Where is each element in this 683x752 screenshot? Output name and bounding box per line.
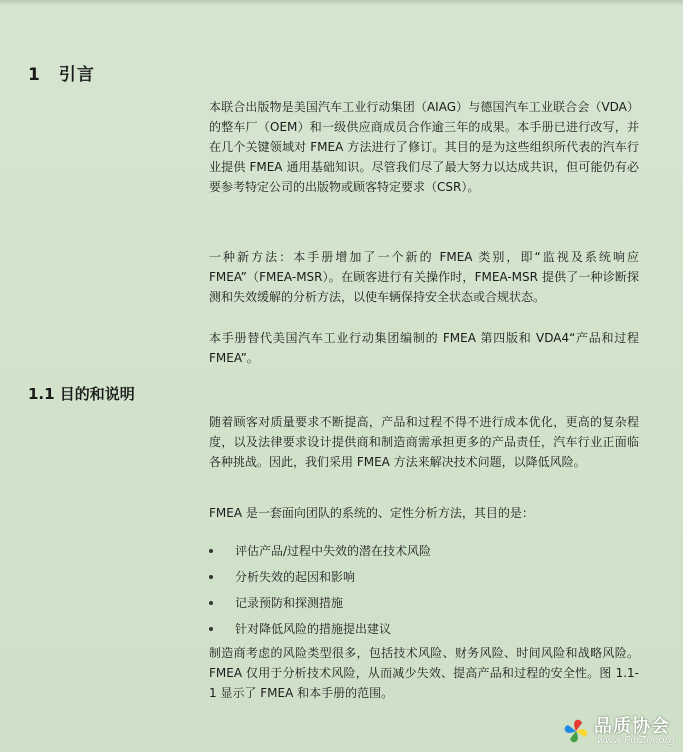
list-item (209, 590, 431, 616)
watermark-name: 品质协会 (594, 716, 670, 737)
pinwheel-logo-icon (560, 715, 592, 747)
watermark-url: www.PinZhi.org (597, 735, 675, 746)
intro-paragraph-3: 本手册替代美国汽车工业行动集团编制的 FMEA 第四版和 VDA4“产品和过程 FMEA”。 (209, 331, 639, 365)
section-heading (28, 60, 95, 85)
intro-paragraph-2: 一种新方法：本手册增加了一个新的 FMEA 类别，即“监视及系统响应 FMEA”（FMEA-MSR）。在顾客进行有关操作时，FMEA-MSR 提供了一种诊断探测和失效缓解的分析方法，以使车辆保持安全状态或合规状态。 (209, 250, 639, 304)
bullet-icon (209, 627, 213, 631)
list-item-text: 评估产品/过程中失效的潜在技术风险 (235, 544, 432, 558)
bullet-icon (209, 575, 213, 579)
intro-paragraph-1: 本联合出版物是美国汽车工业行动集团（AIAG）与德国汽车工业联合会（VDA）的整车厂（OEM）和一级供应商成员合作逾三年的成果。本手册已进行改写，并在几个关键领域对 FMEA 方法进行了修订。其目的是为这些组织所代表的汽车行业提供 FMEA 通用基础知识。尽管我们尽了最大努力以达成共识，但可能仍有必要参考特定公司的出版物或顾客特定要求（CSR）。 (209, 100, 639, 194)
list-item (209, 538, 431, 564)
list-item-text: 针对降低风险的措施提出建议 (235, 622, 392, 636)
list-item (209, 564, 431, 590)
purpose-paragraph-3: 制造商考虑的风险类型很多，包括技术风险、财务风险、时间风险和战略风险。FMEA 仅用于分析技术风险，从而减少失效、提高产品和过程的安全性。图 1.1-1 显示了 FMEA 和本手册的范围。 (209, 646, 639, 700)
list-item-text: 记录预防和探测措施 (235, 596, 344, 610)
purpose-paragraph-2: FMEA 是一套面向团队的系统的、定性分析方法，其目的是： (209, 506, 534, 520)
purpose-paragraph-1: 随着顾客对质量要求不断提高，产品和过程不得不进行成本优化，更高的复杂程度，以及法律要求设计提供商和制造商需承担更多的产品责任，汽车行业正面临各种挑战。因此，我们采用 FMEA 方法来解决技术问题，以降低风险。 (209, 415, 639, 469)
page-top-shadow (0, 0, 683, 6)
fmea-goals-list (209, 538, 431, 642)
section-title: 引言 (58, 65, 95, 85)
bullet-icon (209, 601, 213, 605)
section-number: 1 (28, 65, 41, 85)
bullet-icon (209, 549, 213, 553)
list-item (209, 616, 431, 642)
watermark-logo (560, 712, 678, 748)
subsection-heading: 1.1 目的和说明 (28, 385, 135, 403)
list-item-text: 分析失效的起因和影响 (235, 570, 356, 584)
